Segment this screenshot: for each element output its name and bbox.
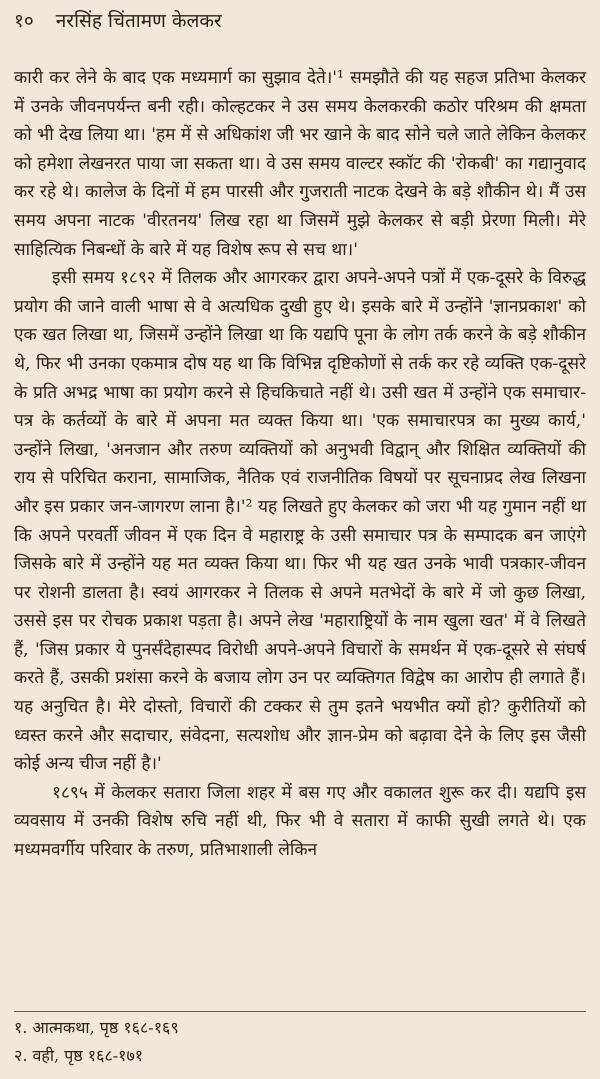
footnote-divider <box>14 1011 586 1012</box>
paragraph-3: १८९५ में केलकर सतारा जिला शहर में बस गए और वकालत शुरू कर दी। यद्यपि इस व्यवसाय में उनकी विशेष रुचि नहीं थी, फिर भी वे सतारा में काफी सुखी लगते थे। एक मध्यमवर्गीय परिवार के तरुण, प्रतिभाशाली लेकिन <box>14 782 586 861</box>
paragraph-1: कारी कर लेने के बाद एक मध्यमार्ग का सुझाव देते।'¹ समझौते की यह सहज प्रतिभा केलकर में उनके जीवनपर्यन्त बनी रही। कोल्हटकर ने उस समय केलकरकी कठोर परिश्रम की क्षमता को भी देख लिया था। 'हम में से अधिकांश जी भर खाने के बाद सोने चले जाते लेकिन केलकर को हमेशा लेखनरत पाया जा सकता था। वे उस समय वाल्टर स्कॉट की 'रोकबी' का गद्यानुवाद कर रहे थे। कालेज के दिनों में हम पारसी और गुजराती नाटक देखने के बड़े शौकीन थे। मैं उस समय अपना नाटक 'वीरतनय' लिख रहा था जिसमें मुझे केलकर से बड़ी प्रेरणा मिली। मेरे साहित्यिक निबन्धों के बारे में यह विशेष रूप से सच था।' <box>14 68 586 260</box>
paragraph-2: इसी समय १८९२ में तिलक और आगरकर द्वारा अपने-अपने पत्रों में एक-दूसरे के विरुद्ध प्रयोग की जाने वाली भाषा से वे अत्यधिक दुखी हुए थे। इसके बारे में उन्होंने 'ज्ञानप्रकाश' को एक खत लिखा था, जिसमें उन्होंने लिखा था कि यद्यपि पूना के लोग तर्क करने के बड़े शौकीन थे, फिर भी उनका एकमात्र दोष यह था कि विभिन्न दृष्टिकोणों से तर्क कर रहे व्यक्ति एक-दूसरे के प्रति अभद्र भाषा का प्रयोग करने से हिचकिचाते नहीं थे। उसी खत में उन्होंने एक समाचार-पत्र के कर्तव्यों के बारे में अपना मत व्यक्त किया था। 'एक समाचारपत्र का मुख्य कार्य,' उन्होंने लिखा, 'अनजान और तरुण व्यक्तियों को अनुभवी विद्वान् और शिक्षित व्यक्तियों की राय से परिचित कराना, सामाजिक, नैतिक एवं राजनीतिक विषयों पर सूचनाप्रद लेख लिखना और इस प्रकार जन-जागरण लाना है।'² यह लिखते हुए केलकर को जरा भी यह गुमान नहीं था कि अपने परवर्ती जीवन में एक दिन वे महाराष्ट्र के उसी समाचार पत्र के सम्पादक बन जाएंगे जिसके बारे में उन्होंने यह मत व्यक्त किया था। फिर भी यह खत उनके भावी पत्रकार-जीवन पर रोशनी डालता है। स्वयं आगरकर ने तिलक से अपने मतभेदों के बारे में जो कुछ लिखा, उससे इस पर रोचक प्रकाश पड़ता है। अपने लेख 'महाराष्ट्रियों के नाम खुला खत' में वे लिखते हैं, 'जिस प्रकार ये पुनर्संदेहास्पद विरोधी अपने-अपने विचारों के समर्थन में एक-दूसरे से संघर्ष करते हैं, उसकी प्रशंसा करने के बजाय लोग उन पर व्यक्तिगत विद्वेष का आरोप ही लगाते हैं। यह अनुचित है। मेरे दोस्तो, विचारों की टक्कर से तुम इतने भयभीत क्यों हो? कुरीतियों को ध्वस्त करने और सदाचार, संवेदना, सत्यशोध और ज्ञान-प्रेम को बढ़ावा देने के लिए इस जैसी कोई अन्य चीज नहीं है।' <box>14 268 586 775</box>
footnote-1: १. आत्मकथा, पृष्ठ १६८-१६९ <box>14 1018 179 1037</box>
footnotes <box>14 1014 586 1070</box>
body-text <box>14 64 586 865</box>
footnote-2: २. वही, पृष्ठ १६८-१७१ <box>14 1046 144 1065</box>
page-number: १० <box>14 10 34 32</box>
page-header <box>14 6 586 36</box>
running-title: नरसिंह चिंतामण केलकर <box>55 10 222 32</box>
